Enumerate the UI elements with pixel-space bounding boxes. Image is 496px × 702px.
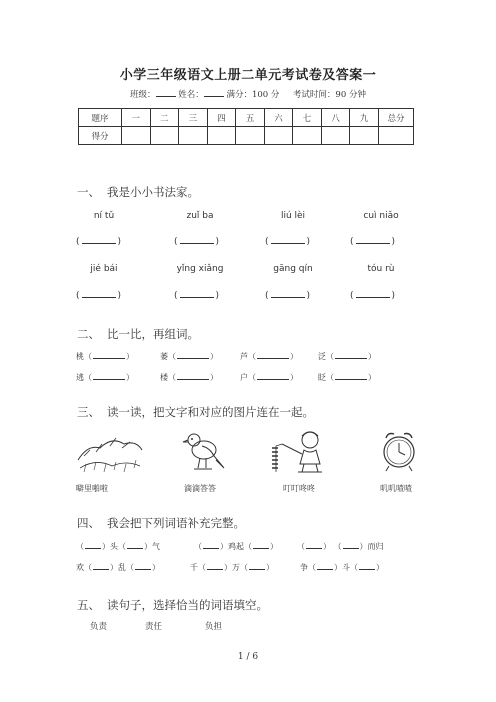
answer-bracket[interactable]: ( ) bbox=[76, 291, 122, 301]
idiom-item[interactable]: （ ）鸡起（ ） bbox=[194, 542, 278, 551]
boy-with-firecrackers-icon[interactable] bbox=[268, 428, 336, 474]
page-number: 1 / 6 bbox=[237, 652, 259, 662]
score-row-label: 得分 bbox=[79, 127, 122, 145]
pinyin-item: zuǐ ba bbox=[186, 211, 214, 221]
exam-info bbox=[0, 88, 496, 100]
picture-caption: 叮叮咚咚 bbox=[283, 484, 315, 493]
score-cell[interactable] bbox=[379, 127, 414, 145]
idiom-item[interactable]: （ ）头（ ）气 bbox=[76, 542, 160, 551]
score-header-cell: 总分 bbox=[379, 109, 414, 127]
alarm-clock-icon[interactable] bbox=[376, 428, 422, 474]
page-title: 小学三年级语文上册二单元考试卷及答案一 bbox=[119, 68, 377, 83]
name-label: 姓名： bbox=[178, 90, 204, 100]
score-header-cell: 六 bbox=[264, 109, 293, 127]
compare-item[interactable]: 萎（ ） bbox=[160, 352, 218, 361]
section-5-heading bbox=[77, 597, 268, 613]
exam-time: 考试时间：90 分钟 bbox=[292, 90, 366, 100]
section-number: 一、 bbox=[77, 185, 100, 199]
section-number: 四、 bbox=[77, 516, 100, 530]
score-cell[interactable] bbox=[293, 127, 322, 145]
class-label: 班级： bbox=[130, 90, 156, 100]
score-row bbox=[79, 127, 414, 145]
name-blank[interactable] bbox=[204, 88, 224, 97]
score-header-cell: 三 bbox=[179, 109, 208, 127]
compare-item[interactable]: 芦（ ） bbox=[240, 352, 298, 361]
idiom-item[interactable]: 争（ ）斗（ ） bbox=[300, 563, 384, 572]
score-cell[interactable] bbox=[236, 127, 265, 145]
pinyin-item: liú lèi bbox=[280, 211, 306, 221]
answer-bracket[interactable]: ( ) bbox=[350, 291, 396, 301]
picture-caption: 滴滴答答 bbox=[184, 484, 216, 493]
score-cell[interactable] bbox=[122, 127, 151, 145]
score-table bbox=[78, 108, 414, 145]
section-2-heading bbox=[77, 326, 199, 342]
score-header-cell: 七 bbox=[293, 109, 322, 127]
picture-caption: 叽叽喳喳 bbox=[380, 484, 412, 493]
section-3-heading bbox=[77, 404, 314, 420]
score-header-cell: 四 bbox=[207, 109, 236, 127]
compare-item[interactable]: 户（ ） bbox=[240, 373, 298, 382]
section-number: 三、 bbox=[77, 405, 100, 419]
idiom-item[interactable]: 千（ ）万（ ） bbox=[190, 563, 274, 572]
idiom-item[interactable]: （ ） （ ）而归 bbox=[297, 542, 384, 551]
compare-item[interactable]: 泛（ ） bbox=[318, 352, 376, 361]
score-header-cell: 八 bbox=[321, 109, 350, 127]
compare-item[interactable]: 眨（ ） bbox=[318, 373, 376, 382]
score-header-cell: 五 bbox=[236, 109, 265, 127]
section-title: 读一读，把文字和对应的图片连在一起。 bbox=[107, 405, 314, 419]
score-cell[interactable] bbox=[150, 127, 179, 145]
class-blank[interactable] bbox=[156, 88, 176, 97]
score-cell[interactable] bbox=[264, 127, 293, 145]
word-option: 负担 bbox=[205, 622, 223, 632]
score-header-cell: 一 bbox=[122, 109, 151, 127]
section-4-heading bbox=[77, 515, 245, 531]
word-option: 责任 bbox=[145, 622, 163, 632]
pinyin-item: gāng qín bbox=[273, 264, 313, 274]
score-cell[interactable] bbox=[207, 127, 236, 145]
tree-branches-icon[interactable] bbox=[76, 430, 144, 474]
answer-bracket[interactable]: ( ) bbox=[265, 291, 311, 301]
answer-bracket[interactable]: ( ) bbox=[76, 237, 122, 247]
answer-bracket[interactable]: ( ) bbox=[174, 237, 220, 247]
idiom-item[interactable]: 欢（ ）乱（ ） bbox=[76, 563, 160, 572]
section-title: 读句子，选择恰当的词语填空。 bbox=[107, 598, 268, 612]
section-1-heading bbox=[77, 184, 199, 200]
section-number: 二、 bbox=[77, 327, 100, 341]
compare-item[interactable]: 逃（ ） bbox=[76, 373, 134, 382]
compare-item[interactable]: 楼（ ） bbox=[160, 373, 218, 382]
score-header-row bbox=[79, 109, 414, 127]
pinyin-item: yǐng xiǎng bbox=[176, 264, 224, 274]
score-cell[interactable] bbox=[179, 127, 208, 145]
answer-bracket[interactable]: ( ) bbox=[350, 237, 396, 247]
pinyin-item: tóu rù bbox=[367, 264, 395, 274]
bird-icon[interactable] bbox=[180, 428, 226, 474]
full-score: 满分：100 分 bbox=[226, 90, 280, 100]
section-title: 我会把下列词语补充完整。 bbox=[107, 516, 245, 530]
pinyin-item: ní tǔ bbox=[93, 211, 115, 221]
answer-bracket[interactable]: ( ) bbox=[265, 237, 311, 247]
pinyin-item: cuì niǎo bbox=[363, 211, 399, 221]
score-cell[interactable] bbox=[321, 127, 350, 145]
score-cell[interactable] bbox=[350, 127, 379, 145]
word-option: 负责 bbox=[90, 622, 108, 632]
section-title: 比一比，再组词。 bbox=[107, 327, 199, 341]
section-number: 五、 bbox=[77, 598, 100, 612]
answer-bracket[interactable]: ( ) bbox=[174, 291, 220, 301]
score-header-cell: 题序 bbox=[79, 109, 122, 127]
compare-item[interactable]: 桃（ ） bbox=[76, 352, 134, 361]
score-header-cell: 九 bbox=[350, 109, 379, 127]
score-header-cell: 二 bbox=[150, 109, 179, 127]
pinyin-item: jié bái bbox=[90, 264, 118, 274]
picture-caption: 噼里啪啦 bbox=[76, 484, 108, 493]
section-title: 我是小小书法家。 bbox=[107, 185, 199, 199]
